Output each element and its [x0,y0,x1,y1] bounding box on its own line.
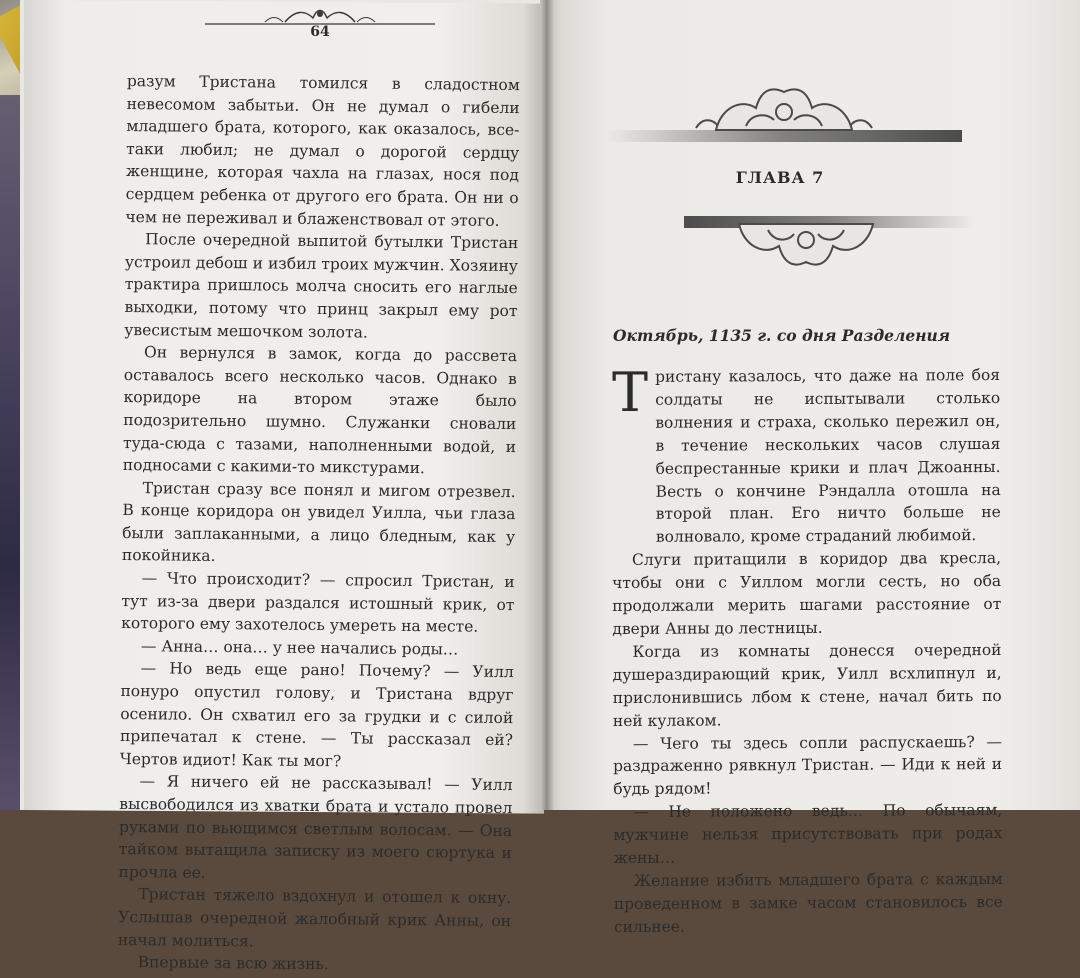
right-paragraph: Когда из комнаты донесся очередной душераздирающий крик, Уилл всхлипнул и, прислонившись лбом к стене, начал бить по ней кулаком. [612,640,1002,730]
left-paragraph: — Я ничего ей не рассказывал! — Уилл высвободился из хватки брата и устало провел руками по вьющимся светлым волосам. — Она тайком вытащила записку из моего сюртука и прочла ее. [118,772,513,882]
chapter-ornament-top-icon [606,78,962,142]
left-paragraph: — Что происходит? — спросил Тристан, и тут из-за двери раздался истошный крик, от которого ему захотелось умереть на месте. [121,569,515,636]
right-paragraph: Слуги притащили в коридор два кресла, чтобы они с Уиллом могли сесть, но оба продолжали мерить шагами расстояние от двери Анны до лестницы. [612,549,1002,638]
page-number: 64 [310,24,330,40]
right-paragraph: Желание избить младшего брата с каждым проведенном в замке часом становилось все сильнее. [613,869,1003,936]
chapter-title: ГЛАВА 7 [735,168,825,187]
left-paragraph: — Анна… она… у нее начались роды… [140,637,459,659]
chapter-dateline: Октябрь, 1135 г. со дня Разделения [613,326,951,345]
left-paragraph: Тристан сразу все понял и мигом отрезвел. В конце коридора он увидел Уилла, чьи глаза были заплаканными, а лицо бледным, как у покойника. [121,478,516,566]
right-paragraph: — Не положено ведь… По обычаям, мужчине нельзя присутствовать при родах жены… [613,801,1003,868]
drop-cap: Т [612,361,649,424]
left-paragraph: разум Тристана томился в сладостном невесомом забытьи. Он не думал о гибели младшего брата, которого, как оказалось, все-таки любил; не думал о дорогой сердцу женщине, которая чахла на глазах, нося под сердцем ребенка от другого его брата. Он ни о чем не переживал и блаженствовал от этого. [125,71,520,230]
book-gutter [540,0,554,810]
left-paragraph: — Но ведь еще рано! Почему? — Уилл понуро опустил голову, и Тристана вдруг осенило. Он схватил его за грудки и с силой припечатал к стене. — Ты рассказал ей? Чертов идиот! Как ты мог? [119,659,514,771]
left-page-text [118,70,520,978]
left-paragraph: После очередной выпитой бутылки Тристан устроил дебош и избил троих мужчин. Хозяину трактира пришлось молча сносить его наглые выходки, потому что принц закрыл ему рот увесистым мешочком золота. [124,230,519,342]
left-paragraph: Он вернулся в замок, когда до рассвета оставалось всего несколько часов. Однако в коридоре на втором этаже было подозрительно шумно. Служанки сновали туда-сюда с тазами, наполненными водой, и подносами с какими-то микстурами. [122,343,518,478]
right-page-text [611,361,1003,939]
chapter-ornament-bottom-icon [684,212,974,274]
left-paragraph: Тристан тяжело вздохнул и отошел к окну. Услышав очередной жалобный крик Анны, он начал молиться. [117,885,512,950]
left-paragraph: Впервые за всю жизнь. [137,953,329,974]
right-paragraph: — Чего ты здесь сопли распускаешь? — раздраженно рявкнул Тристан. — Иди к ней и будь рядом! [613,732,1003,799]
right-first-paragraph: ристану казалось, что даже на поле боя солдаты не испытывали столько волнения и страха, сколько пережил он, в течение нескольких часов слушая беспрестанные крики и плач Джоанны. Весть о кончине Рэндалла отошла на второй план. Его ничто больше не волновало, кроме страданий любимой. [655,365,1001,547]
